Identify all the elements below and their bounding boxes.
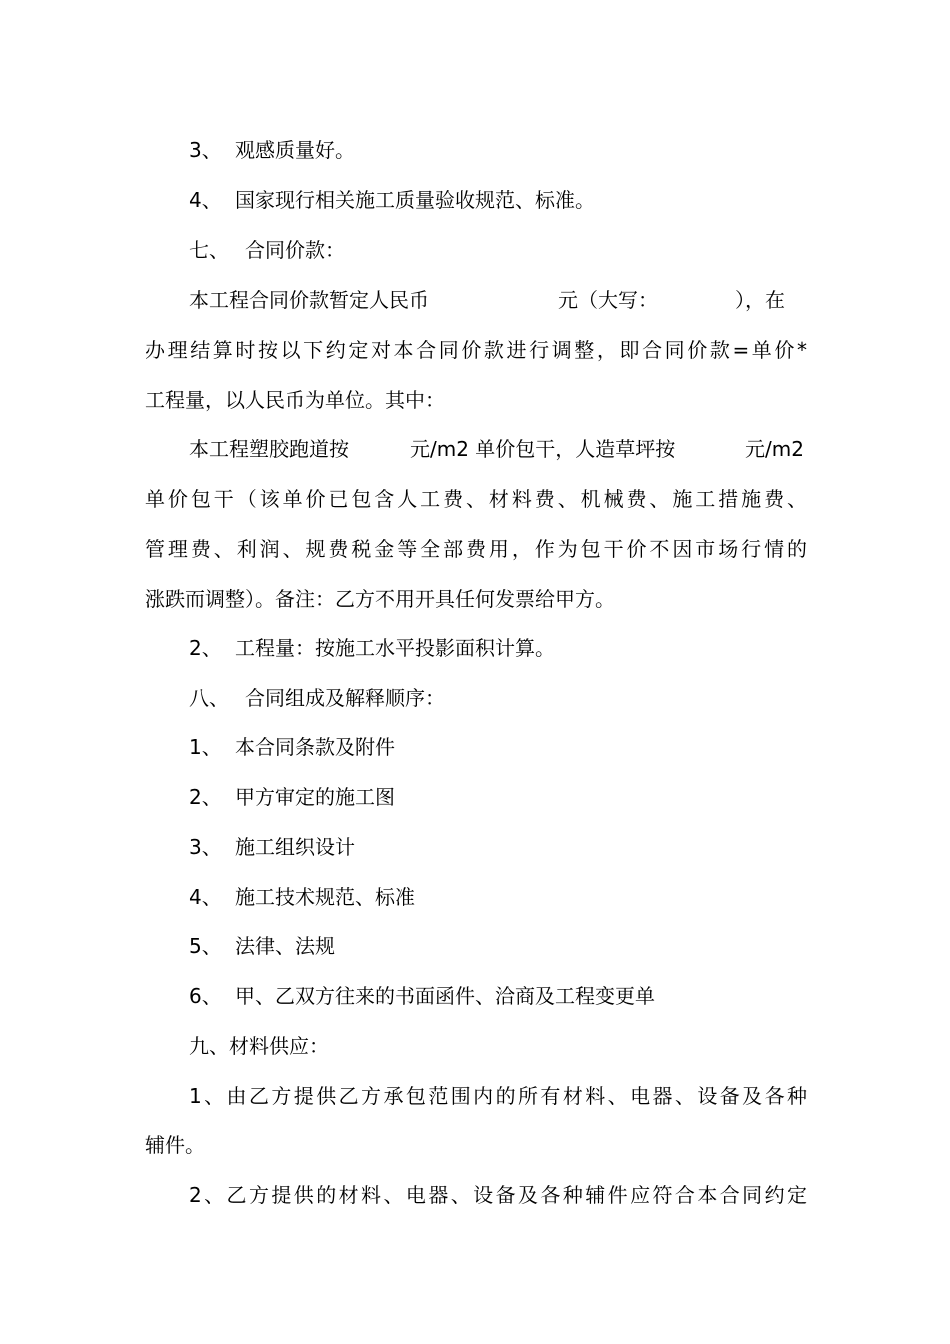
item-text: 观感质量好。: [235, 138, 355, 162]
item-text: 国家现行相关施工质量验收规范、标准。: [235, 188, 595, 212]
text-line: 管理费、利润、规费税金等全部费用，作为包干价不因市场行情的: [145, 537, 807, 561]
item-number: 6、: [189, 984, 222, 1008]
text-segment: 本工程合同价款暂定人民币: [189, 288, 429, 312]
text-segment: 元/m2 单价包干，人造草坪按: [410, 437, 676, 461]
item-text: 本合同条款及附件: [235, 735, 395, 759]
section-number: 八、: [189, 686, 229, 710]
item-text: 施工组织设计: [235, 835, 355, 859]
item-text: 施工技术规范、标准: [235, 885, 415, 909]
text-line: 1、由乙方提供乙方承包范围内的所有材料、电器、设备及各种: [189, 1084, 807, 1108]
text-segment: 元（大写：: [558, 288, 658, 312]
text-line: 工程量，以人民币为单位。其中：: [145, 388, 445, 412]
item-number: 3、: [189, 138, 222, 162]
text-line: 办理结算时按以下约定对本合同价款进行调整，即合同价款=单价*: [145, 338, 807, 362]
text-segment: 元/m2: [745, 437, 804, 461]
item-text: 甲、乙双方往来的书面函件、洽商及工程变更单: [235, 984, 655, 1008]
item-text: 工程量：按施工水平投影面积计算。: [235, 636, 555, 660]
item-number: 5、: [189, 934, 222, 958]
item-text: 法律、法规: [235, 934, 335, 958]
item-number: 3、: [189, 835, 222, 859]
item-number: 4、: [189, 188, 222, 212]
section-title: 九、材料供应：: [189, 1034, 329, 1058]
section-title: 合同价款：: [245, 238, 345, 262]
item-number: 4、: [189, 885, 222, 909]
item-text: 甲方审定的施工图: [235, 785, 395, 809]
text-line: 涨跌而调整）。备注：乙方不用开具任何发票给甲方。: [145, 587, 615, 611]
section-number: 七、: [189, 238, 229, 262]
text-line: 辅件。: [145, 1133, 205, 1157]
text-segment: ），在: [735, 288, 785, 312]
text-line: 单价包干（该单价已包含人工费、材料费、机械费、施工措施费、: [145, 487, 807, 511]
item-number: 1、: [189, 735, 222, 759]
item-number: 2、: [189, 636, 222, 660]
text-segment: 本工程塑胶跑道按: [189, 437, 349, 461]
item-number: 2、: [189, 785, 222, 809]
section-title: 合同组成及解释顺序：: [245, 686, 445, 710]
text-line: 2、乙方提供的材料、电器、设备及各种辅件应符合本合同约定: [189, 1183, 807, 1207]
